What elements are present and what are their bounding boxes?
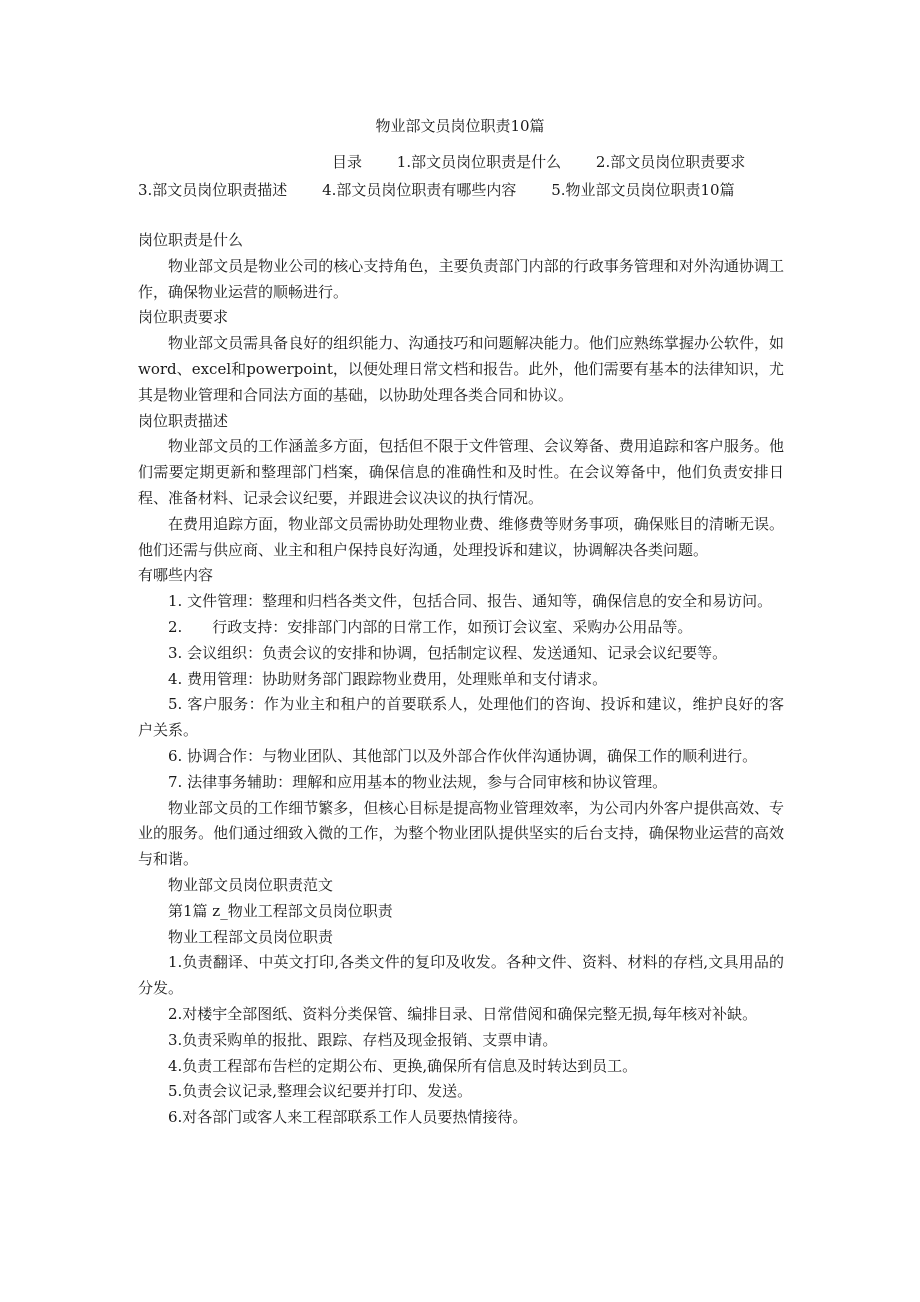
section-heading-requirements: 岗位职责要求 <box>138 308 229 327</box>
paragraph: 物业部文员的工作涵盖多方面，包括但不限于文件管理、会议筹备、费用追踪和客户服务。他们需要定期更新和整理部门档案，确保信息的准确性和及时性。在会议筹备中，他们负责安排日程、准备材料、记录会议纪要，并跟进会议决议的执行情况。 <box>138 437 784 507</box>
summary-paragraph: 物业部文员的工作细节繁多，但核心目标是提高物业管理效率，为公司内外客户提供高效、专业的服务。他们通过细致入微的工作，为整个物业团队提供坚实的后台支持，确保物业运营的高效与和谐。 <box>138 798 784 869</box>
paragraph: 物业部文员是物业公司的核心支持角色，主要负责部门内部的行政事务管理和对外沟通协调工作，确保物业运营的顺畅进行。 <box>138 256 784 301</box>
list-item: 5. 客户服务：作为业主和租户的首要联系人，处理他们的咨询、投诉和建议，维护良好的客户关系。 <box>138 695 784 740</box>
toc-item-2[interactable]: 2.部文员岗位职责要求 <box>595 153 746 171</box>
duty-item: 5.负责会议记录,整理会议纪要并打印、发送。 <box>168 1082 473 1101</box>
list-item: 1. 文件管理：整理和归档各类文件，包括合同、报告、通知等，确保信息的安全和易访问。 <box>168 592 773 611</box>
duty-item: 3.负责采购单的报批、跟踪、存档及现金报销、支票申请。 <box>168 1030 558 1049</box>
list-item: 6. 协调合作：与物业团队、其他部门以及外部合作伙伴沟通协调，确保工作的顺利进行。 <box>168 746 758 765</box>
chapter-subtitle: 物业工程部文员岗位职责 <box>168 927 334 946</box>
toc-item-3[interactable]: 3.部文员岗位职责描述 <box>138 181 288 199</box>
duty-item: 6.对各部门或客人来工程部联系工作人员要热情接待。 <box>168 1108 528 1127</box>
list-item: 7. 法律事务辅助：理解和应用基本的物业法规，参与合同审核和协议管理。 <box>168 772 668 791</box>
toc-item-4[interactable]: 4.部文员岗位职责有哪些内容 <box>322 181 517 199</box>
paragraph: 物业部文员需具备良好的组织能力、沟通技巧和问题解决能力。他们应熟练掌握办公软件，如word、excel和powerpoint，以便处理日常文档和报告。此外，他们需要有基本的法律知识，尤其是物业管理和合同法方面的基础，以协助处理各类合同和协议。 <box>138 334 784 404</box>
table-of-contents-line-2 <box>138 180 798 200</box>
section-heading-what: 岗位职责是什么 <box>138 231 244 249</box>
sample-heading: 物业部文员岗位职责范文 <box>168 875 334 894</box>
table-of-contents-line-1 <box>332 152 792 172</box>
duty-item: 1.负责翻译、中英文打印,各类文件的复印及收发。各种文件、资料、材料的存档,文具用品的分发。 <box>138 953 784 998</box>
chapter-title: 第1篇 z_物业工程部文员岗位职责 <box>168 901 393 920</box>
section-heading-description: 岗位职责描述 <box>138 411 229 430</box>
section-heading-contents: 有哪些内容 <box>138 566 214 585</box>
duty-item: 4.负责工程部布告栏的定期公布、更换,确保所有信息及时转达到员工。 <box>168 1056 638 1075</box>
paragraph: 在费用追踪方面，物业部文员需协助处理物业费、维修费等财务事项，确保账目的清晰无误。他们还需与供应商、业主和租户保持良好沟通，处理投诉和建议，协调解决各类问题。 <box>138 514 784 559</box>
toc-item-5[interactable]: 5.物业部文员岗位职责10篇 <box>551 181 735 199</box>
list-item: 4. 费用管理：协助财务部门跟踪物业费用，处理账单和支付请求。 <box>168 669 608 688</box>
document-title: 物业部文员岗位职责10篇 <box>375 117 545 135</box>
duty-item: 2.对楼宇全部图纸、资料分类保管、编排目录、日常借阅和确保完整无损,每年核对补缺。 <box>168 1004 758 1023</box>
list-item: 2. 行政支持：安排部门内部的日常工作，如预订会议室、采购办公用品等。 <box>168 617 693 636</box>
list-item: 3. 会议组织：负责会议的安排和协调，包括制定议程、发送通知、记录会议纪要等。 <box>168 643 728 662</box>
toc-label: 目录 <box>332 153 363 171</box>
document-body <box>138 228 784 1131</box>
toc-item-1[interactable]: 1.部文员岗位职责是什么 <box>396 153 562 171</box>
